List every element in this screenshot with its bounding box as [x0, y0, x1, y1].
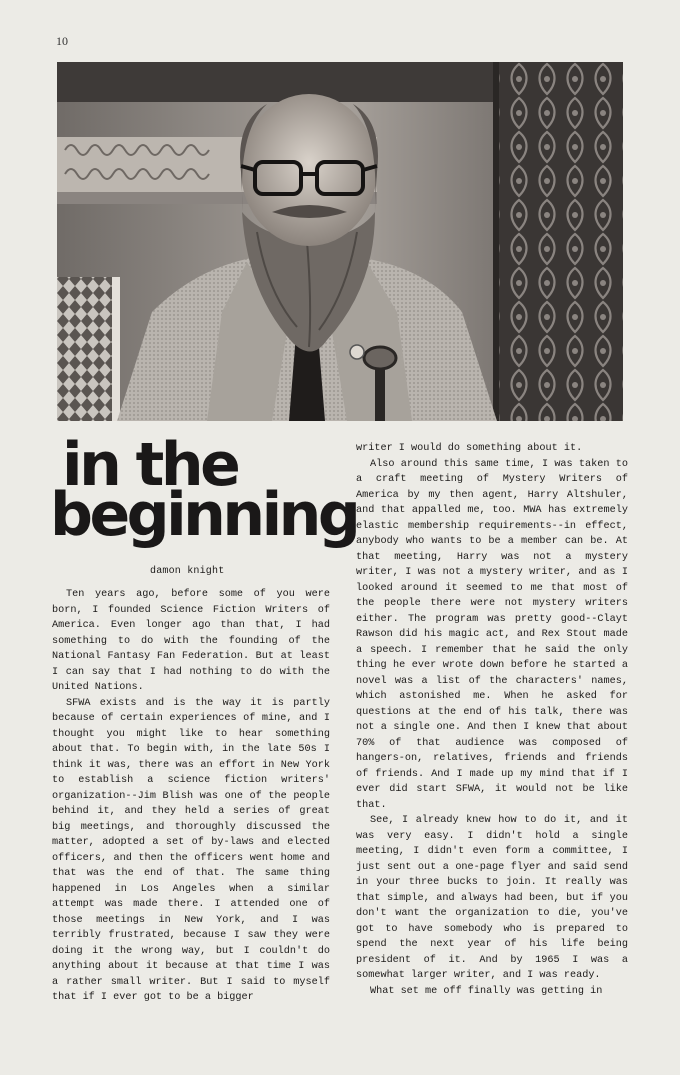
paragraph: SFWA exists and is the way it is partly because of certain experiences of mine, and I thought you might like to hear something about that. To begin with, in the late 50s I think it was, there was an effort in New York to establish a science fiction writers' organization--Jim Blish was one of the people behind it, and they held a series of great big meetings, and thoroughly discussed the matter, adopted a set of by-laws and elected officers, and then the officers went home and that was the end of that. The same thing happened in Los Angeles when a similar attempt was made there. I attended one of those meetings in New York, and I was terribly frustrated, because I saw they were doing it the wrong way, but I couldn't do anything about it because at that time I was a rather small writer. But I said to myself that if I ever got to be a bigger [52, 697, 330, 1003]
paragraph: See, I already knew how to do it, and it was very easy. I didn't hold a single meeting, I didn't even form a committee, I just sent out a one-page flyer and said send in your three bucks to join. It really was that simple, and always had been, but if you don't want the organization to die, you've got to have somebody who is prepared to spend the next year of his life being president of it. And by 1965 I was a somewhat larger writer, and I was ready. [356, 815, 628, 981]
left-column [52, 587, 330, 1006]
article-headline [50, 430, 358, 550]
paragraph: What set me off finally was getting in [370, 985, 603, 997]
paragraph: Also around this same time, I was taken to a craft meeting of Mystery Writers of America by my then agent, Harry Altshuler, and that appalled me, too. MWA has extremely elastic membership requirements--in effect, anybody who wants to be a member can be. At that meeting, Harry was not a mystery writer, I was not a mystery writer, and as I looked around it seemed to me that most of the people there were not mystery writers either. The program was pretty good--Clayt Rawson did his magic act, and Rex Stout made a speech. I remember that he said the only thing he ever wrote down before he started a novel was a list of the characters' names, which astonished me. When he asked for questions at the end of his talk, there was not a single one. And then I knew that about 70% of that audience was composed of hangers-on, relatives, friends and friends of friends. And I made up my mind that if I ever did start SFWA, it would not be like that. [356, 458, 628, 811]
right-column [356, 441, 628, 999]
page-number: 10 [56, 34, 68, 48]
paragraph: Ten years ago, before some of you were born, I founded Science Fiction Writers of America. Even longer ago than that, I had something to do with the founding of the National Fantasy Fan Federation. But at least I can say that I had nothing to do with the United Nations. [52, 589, 330, 693]
headline-line-1: in the [62, 430, 238, 500]
byline: damon knight [150, 566, 225, 577]
headline-line-2: beginning [50, 480, 358, 550]
author-photo [57, 62, 623, 421]
paragraph: writer I would do something about it. [356, 443, 583, 454]
photo-illustration [57, 62, 623, 421]
